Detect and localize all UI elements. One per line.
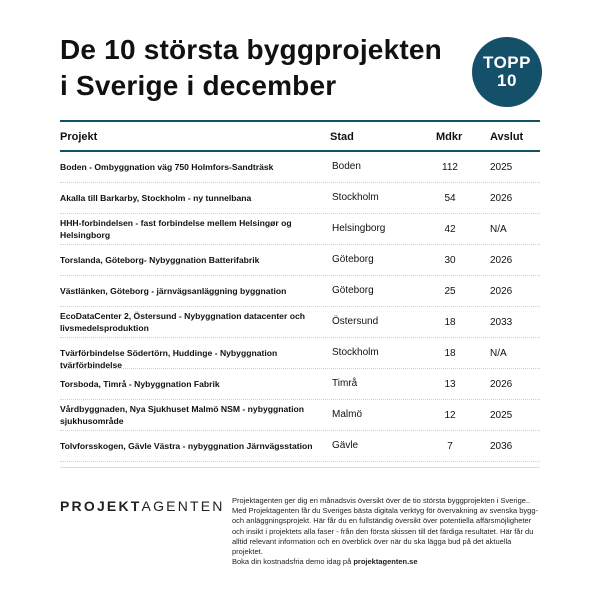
cell-mdkr: 13 [444, 379, 456, 390]
cell-city: Göteborg [332, 254, 374, 265]
cell-mdkr: 12 [444, 410, 456, 421]
projects-table [60, 120, 540, 462]
table-row [60, 276, 540, 307]
cell-city: Malmö [332, 409, 363, 420]
cell-year: 2036 [490, 441, 513, 452]
cell-project: Västlänken, Göteborg - järnvägsanläggning byggnation [60, 286, 287, 296]
cell-project: EcoDataCenter 2, Östersund - Nybyggnation datacenter och livsmedelsproduktion [60, 311, 305, 333]
cell-project: Tvärförbindelse Södertörn, Huddinge - Nybyggnation tvärförbindelse [60, 348, 278, 370]
footer-cta-text: Boka din kostnadsfria demo idag på [232, 557, 352, 567]
table-row [60, 400, 540, 431]
footer-body: Med Projektagenten får du Sveriges bästa digitala verktyg för övervakning av svenska bygg- och anläggningsprojekt. Här får du en fullständig översikt över potentiella affärsmöjligheter och insikt i projektets alla faser - från den första skissen till det färdiga resultatet. Här får du alltid relevant information och en överblick över när du ska lägga bud på det aktuella projektet. [232, 506, 538, 557]
cell-project: Tolvforsskogen, Gävle Västra - nybyggnation Järnvägsstation [60, 441, 313, 451]
table-row [60, 183, 540, 214]
cell-city: Timrå [332, 378, 358, 389]
table-row [60, 338, 540, 369]
table-row [60, 369, 540, 400]
top-10-badge [472, 37, 542, 107]
cell-city: Boden [332, 161, 361, 172]
cell-year: N/A [490, 348, 507, 359]
cell-mdkr: 25 [444, 286, 456, 297]
cell-project: Torslanda, Göteborg- Nybyggnation Batterifabrik [60, 255, 260, 265]
cell-year: 2026 [490, 193, 513, 204]
table-row [60, 214, 540, 245]
cell-year: 2025 [490, 410, 513, 421]
cell-city: Göteborg [332, 285, 374, 296]
projektagenten-logo [60, 498, 225, 514]
cell-city: Stockholm [332, 347, 379, 358]
cell-year: 2026 [490, 255, 513, 266]
header-year: Avslut [490, 131, 524, 143]
page-title [60, 32, 460, 104]
title-line-1: De 10 största byggprojekten [60, 34, 442, 65]
cell-year: N/A [490, 224, 507, 235]
header-mdkr: Mdkr [436, 131, 463, 143]
badge-line-1: TOPP [483, 53, 531, 72]
table-row [60, 307, 540, 338]
cell-year: 2026 [490, 379, 513, 390]
cell-project: Torsboda, Timrå - Nybyggnation Fabrik [60, 379, 220, 389]
cell-year: 2026 [490, 286, 513, 297]
cell-year: 2033 [490, 317, 513, 328]
cell-year: 2025 [490, 162, 513, 173]
footer-intro: Projektagenten ger dig en månadsvis översikt över de tio största byggprojekten i Sverige.. [232, 496, 531, 505]
cell-project: Akalla till Barkarby, Stockholm - ny tunnelbana [60, 193, 252, 203]
cell-city: Östersund [332, 316, 379, 327]
footer-divider [60, 467, 540, 468]
logo-bold-part: PROJEKT [60, 498, 142, 514]
cell-project: Boden - Ombyggnation väg 750 Holmfors-Sandträsk [60, 162, 274, 172]
footer-cta [232, 557, 542, 567]
cell-mdkr: 42 [444, 224, 456, 235]
table-row [60, 431, 540, 462]
badge-line-2: 10 [497, 71, 517, 90]
cell-project: Vårdbyggnaden, Nya Sjukhuset Malmö NSM - nybyggnation sjukhusområde [60, 404, 304, 426]
website-link[interactable]: projektagenten.se [353, 557, 418, 567]
cell-mdkr: 18 [444, 348, 456, 359]
cell-mdkr: 7 [447, 441, 453, 452]
table-header [60, 122, 540, 152]
cell-mdkr: 18 [444, 317, 456, 328]
logo-light-part: AGENTEN [141, 498, 225, 514]
header-project: Projekt [60, 131, 98, 143]
table-row [60, 245, 540, 276]
cell-project: HHH-forbindelsen - fast forbindelse mellem Helsingør og Helsingborg [60, 218, 292, 240]
header-city: Stad [330, 131, 354, 143]
table-row [60, 152, 540, 183]
title-line-2: i Sverige i december [60, 70, 337, 101]
cell-city: Stockholm [332, 192, 379, 203]
cell-mdkr: 30 [444, 255, 456, 266]
cell-city: Helsingborg [332, 223, 386, 234]
cell-mdkr: 112 [442, 162, 458, 173]
cell-mdkr: 54 [444, 193, 456, 204]
footer-description [232, 496, 542, 567]
cell-city: Gävle [332, 440, 359, 451]
